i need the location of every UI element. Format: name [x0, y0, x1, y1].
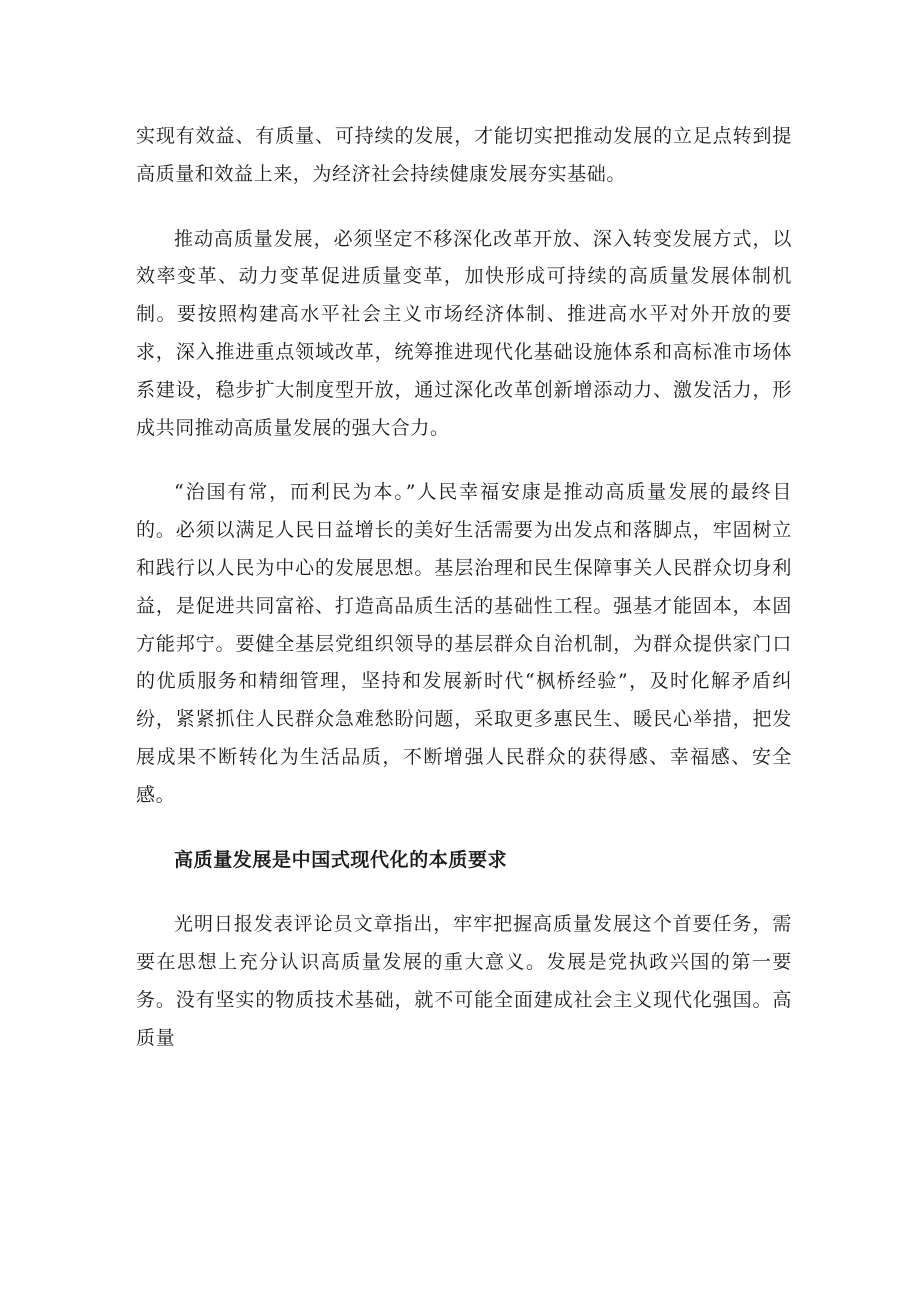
section-heading: 高质量发展是中国式现代化的本质要求: [174, 848, 508, 871]
paragraph-continued: 实现有效益、有质量、可持续的发展，才能切实把推动发展的立足点转到提高质量和效益上来，为经济社会持续健康发展夯实基础。: [136, 125, 792, 185]
paragraph-reform: 推动高质量发展，必须坚定不移深化改革开放、深入转变发展方式，以效率变革、动力变革促进质量变革，加快形成可持续的高质量发展体制机制。要按照构建高水平社会主义市场经济体制、推进高水平对外开放的要求，深入推进重点领域改革，统筹推进现代化基础设施体系和高标准市场体系建设，稳步扩大制度型开放，通过深化改革创新增添动力、激发活力，形成共同推动高质量发展的强大合力。: [136, 227, 792, 439]
paragraph-guangming-daily: 光明日报发表评论员文章指出，牢牢把握高质量发展这个首要任务，需要在思想上充分认识高质量发展的重大意义。发展是党执政兴国的第一要务。没有坚实的物质技术基础，就不可能全面建成社会主义现代化强国。高质量: [136, 913, 792, 1049]
paragraph-people-wellbeing: “治国有常，而利民为本。”人民幸福安康是推动高质量发展的最终目的。必须以满足人民日益增长的美好生活需要为出发点和落脚点，牢固树立和践行以人民为中心的发展思想。基层治理和民生保障事关人民群众切身利益，是促进共同富裕、打造高品质生活的基础性工程。强基才能固本，本固方能邦宁。要健全基层党组织领导的基层群众自治机制，为群众提供家门口的优质服务和精细管理，坚持和发展新时代“枫桥经验”，及时化解矛盾纠纷，紧紧抓住人民群众急难愁盼问题，采取更多惠民生、暖民心举措，把发展成果不断转化为生活品质，不断增强人民群众的获得感、幸福感、安全感。: [136, 481, 792, 806]
document-body: [136, 118, 792, 1058]
